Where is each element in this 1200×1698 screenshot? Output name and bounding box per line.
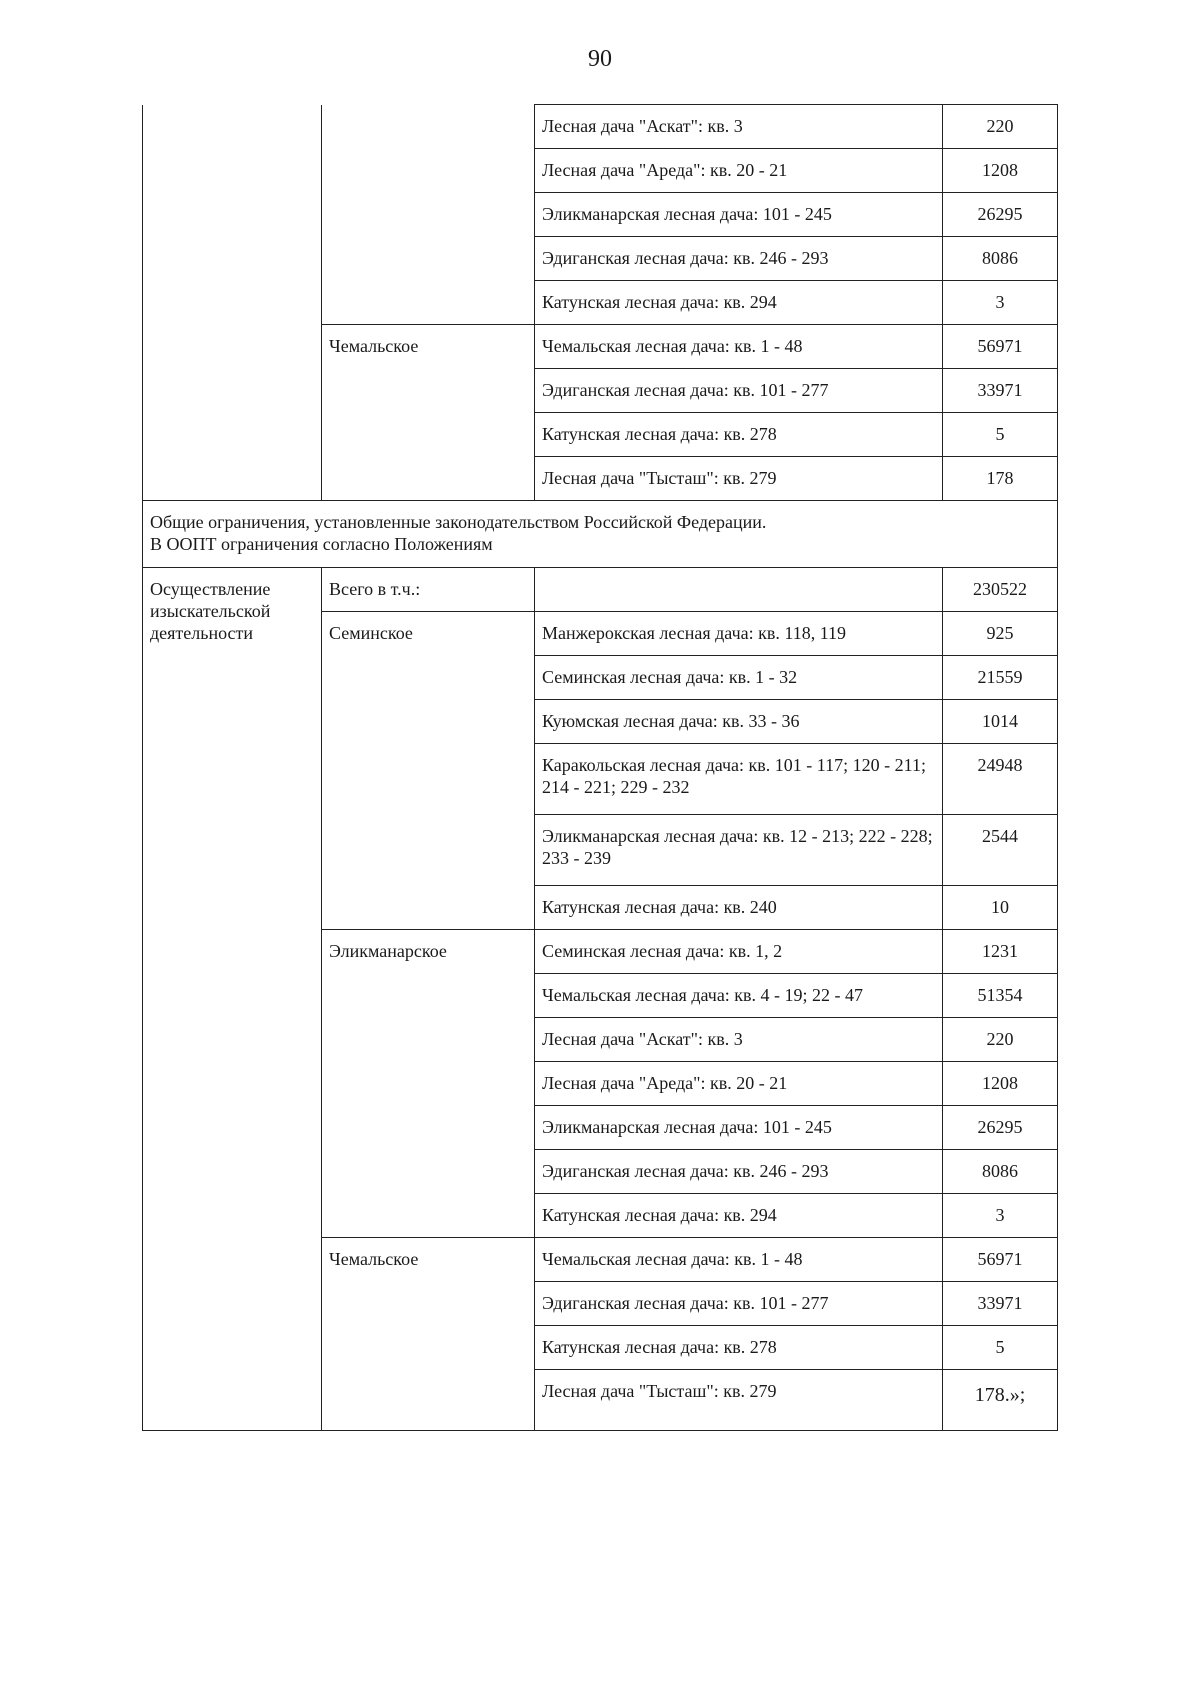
forest-area-cell: Куюмская лесная дача: кв. 33 - 36 bbox=[535, 700, 943, 744]
forest-area-cell: Чемальская лесная дача: кв. 1 - 48 bbox=[535, 325, 943, 369]
forest-area-cell: Лесная дача "Ареда": кв. 20 - 21 bbox=[535, 149, 943, 193]
forest-area-cell: Эдиганская лесная дача: кв. 101 - 277 bbox=[535, 1282, 943, 1326]
forest-area-cell: Эдиганская лесная дача: кв. 101 - 277 bbox=[535, 369, 943, 413]
forest-area-cell: Катунская лесная дача: кв. 278 bbox=[535, 1326, 943, 1370]
area-value-cell: 1231 bbox=[943, 930, 1058, 974]
forest-area-cell: Катунская лесная дача: кв. 294 bbox=[535, 1194, 943, 1238]
district-name-elikmanarskoe: Эликманарское bbox=[322, 930, 535, 1238]
total-label-cell: Всего в т.ч.: bbox=[322, 568, 535, 612]
district-name-chemalskoe: Чемальское bbox=[322, 325, 535, 501]
forest-area-cell: Лесная дача "Аскат": кв. 3 bbox=[535, 105, 943, 149]
district-name-seminskoe: Семинское bbox=[322, 612, 535, 930]
area-value-cell: 33971 bbox=[943, 369, 1058, 413]
area-value-cell: 56971 bbox=[943, 325, 1058, 369]
area-value-cell: 56971 bbox=[943, 1238, 1058, 1282]
forest-area-cell: Катунская лесная дача: кв. 240 bbox=[535, 886, 943, 930]
restrictions-cell bbox=[143, 501, 1058, 568]
forest-area-cell: Чемальская лесная дача: кв. 4 - 19; 22 - 47 bbox=[535, 974, 943, 1018]
forest-area-cell: Семинская лесная дача: кв. 1, 2 bbox=[535, 930, 943, 974]
forest-area-cell: Каракольская лесная дача: кв. 101 - 117; 120 - 211; 214 - 221; 229 - 232 bbox=[535, 744, 943, 815]
area-value-cell: 1208 bbox=[943, 149, 1058, 193]
page-number: 90 bbox=[588, 46, 612, 72]
restrictions-line-2: В ООПТ ограничения согласно Положениям bbox=[150, 534, 493, 554]
area-value-cell: 1208 bbox=[943, 1062, 1058, 1106]
area-value-cell: 8086 bbox=[943, 237, 1058, 281]
forest-area-cell: Манжерокская лесная дача: кв. 118, 119 bbox=[535, 612, 943, 656]
district-name-chemalskoe: Чемальское bbox=[322, 1238, 535, 1431]
forest-area-cell: Лесная дача "Тысташ": кв. 279 bbox=[535, 1370, 943, 1431]
area-value-cell: 5 bbox=[943, 413, 1058, 457]
forest-area-cell: Лесная дача "Тысташ": кв. 279 bbox=[535, 457, 943, 501]
district-cell bbox=[322, 105, 535, 325]
forest-area-cell: Чемальская лесная дача: кв. 1 - 48 bbox=[535, 1238, 943, 1282]
activity-name-cell: Осуществление изыскательской деятельности bbox=[143, 568, 322, 1431]
restrictions-line-1: Общие ограничения, установленные законодательством Российской Федерации. bbox=[150, 512, 767, 532]
area-value-cell: 220 bbox=[943, 1018, 1058, 1062]
area-value-cell: 1014 bbox=[943, 700, 1058, 744]
area-value-cell: 10 bbox=[943, 886, 1058, 930]
area-value-cell: 2544 bbox=[943, 815, 1058, 886]
forest-area-cell: Эликманарская лесная дача: 101 - 245 bbox=[535, 193, 943, 237]
table-row bbox=[143, 568, 1058, 612]
area-value-cell: 3 bbox=[943, 281, 1058, 325]
forest-area-cell bbox=[535, 568, 943, 612]
area-value-cell: 178.»; bbox=[943, 1370, 1058, 1431]
table-row bbox=[143, 105, 1058, 149]
forest-area-cell: Лесная дача "Ареда": кв. 20 - 21 bbox=[535, 1062, 943, 1106]
forest-area-cell: Эдиганская лесная дача: кв. 246 - 293 bbox=[535, 1150, 943, 1194]
area-value-cell: 33971 bbox=[943, 1282, 1058, 1326]
activity-cell bbox=[143, 105, 322, 501]
area-value-cell: 8086 bbox=[943, 1150, 1058, 1194]
area-value-cell: 5 bbox=[943, 1326, 1058, 1370]
forest-area-cell: Семинская лесная дача: кв. 1 - 32 bbox=[535, 656, 943, 700]
forest-area-cell: Эликманарская лесная дача: 101 - 245 bbox=[535, 1106, 943, 1150]
area-value-cell: 24948 bbox=[943, 744, 1058, 815]
forest-area-cell: Лесная дача "Аскат": кв. 3 bbox=[535, 1018, 943, 1062]
area-value-cell: 220 bbox=[943, 105, 1058, 149]
restrictions-row bbox=[143, 501, 1058, 568]
area-value-cell: 925 bbox=[943, 612, 1058, 656]
area-value-cell: 26295 bbox=[943, 193, 1058, 237]
forest-areas-table bbox=[142, 104, 1058, 1431]
area-value-cell: 178 bbox=[943, 457, 1058, 501]
area-value-cell: 26295 bbox=[943, 1106, 1058, 1150]
forest-area-cell: Катунская лесная дача: кв. 294 bbox=[535, 281, 943, 325]
forest-area-cell: Эдиганская лесная дача: кв. 246 - 293 bbox=[535, 237, 943, 281]
forest-area-cell: Эликманарская лесная дача: кв. 12 - 213; 222 - 228; 233 - 239 bbox=[535, 815, 943, 886]
area-value-cell: 51354 bbox=[943, 974, 1058, 1018]
forest-area-cell: Катунская лесная дача: кв. 278 bbox=[535, 413, 943, 457]
area-value-cell: 3 bbox=[943, 1194, 1058, 1238]
total-value-cell: 230522 bbox=[943, 568, 1058, 612]
area-value-cell: 21559 bbox=[943, 656, 1058, 700]
